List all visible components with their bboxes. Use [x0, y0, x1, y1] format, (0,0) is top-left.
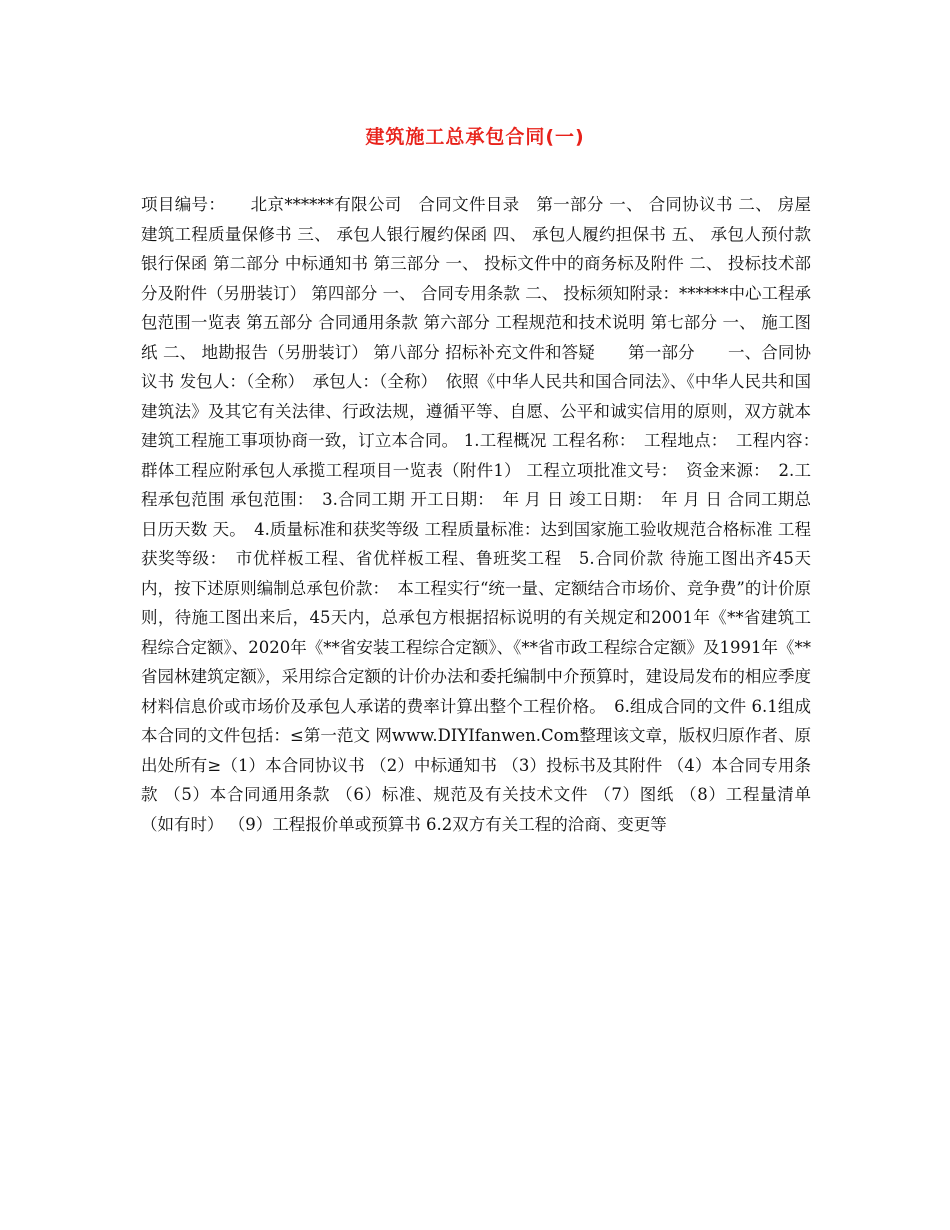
document-body: 项目编号： 北京******有限公司 合同文件目录 第一部分 一、 合同协议书 二、 房屋建筑工程质量保修书 三、 承包人银行履约保函 四、 承包人履约担保书 五、 承包人预付款银行保函 第二部分 中标通知书 第三部分 一、 投标文件中的商务标及附件 二、 投标技术部分及附件（另册装订） 第四部分 一、 合同专用条款 二、 投标须知附录：******中心工程承包范围一览表 第五部分 合同通用条款 第六部分 工程规范和技术说明 第七部分 一、 施工图纸 二、 地勘报告（另册装订） 第八部分 招标补充文件和答疑 第一部分 一、合同协议书 发包人：（全称） 承包人：（全称） 依照《中华人民共和国合同法》、《中华人民共和国建筑法》及其它有关法律、行政法规，遵循平等、自愿、公平和诚实信用的原则，双方就本建筑工程施工事项协商一致，订立本合同。 1.工程概况 工程名称： 工程地点： 工程内容： 群体工程应附承包人承揽工程项目一览表（附件1） 工程立项批准文号： 资金来源： 2.工程承包范围 承包范围： 3.合同工期 开工日期： 年 月 日 竣工日期： 年 月 日 合同工期总日历天数 天。 4.质量标准和获奖等级 工程质量标准：达到国家施工验收规范合格标准 工程获奖等级： 市优样板工程、省优样板工程、鲁班奖工程 5.合同价款 待施工图出齐45天内，按下述原则编制总承包价款： 本工程实行“统一量、定额结合市场价、竞争费”的计价原则，待施工图出来后，45天内，总承包方根据招标说明的有关规定和2001年《**省建筑工程综合定额》、2020年《**省安装工程综合定额》、《**省市政工程综合定额》及1991年《**省园林建筑定额》，采用综合定额的计价办法和委托编制中介预算时，建设局发布的相应季度材料信息价或市场价及承包人承诺的费率计算出整个工程价格。 6.组成合同的文件 6.1组成本合同的文件包括：≤第一范文 网www.DIYIfanwen.Com整理该文章，版权归原作者、原出处所有≥（1）本合同协议书 （2）中标通知书 （3）投标书及其附件 （4）本合同专用条款 （5）本合同通用条款 （6）标准、规范及有关技术文件 （7）图纸 （8）工程量清单（如有时） （9）工程报价单或预算书 6.2双方有关工程的洽商、变更等 — [141, 195, 828, 834]
page-title: 建筑施工总承包合同(一) — [365, 126, 585, 148]
